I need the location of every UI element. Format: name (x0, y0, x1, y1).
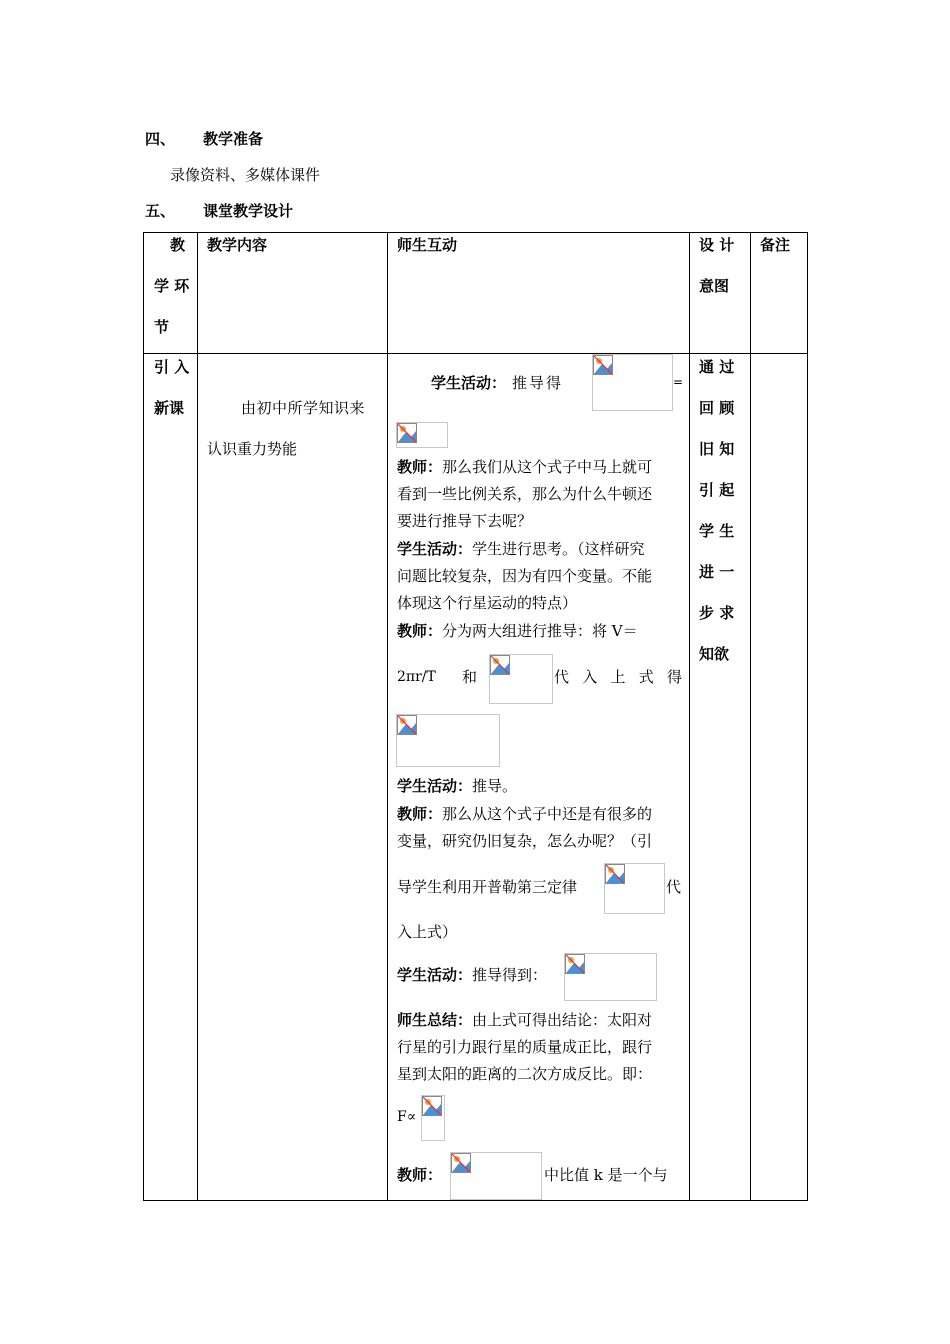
interaction-label: 教师： (397, 458, 443, 476)
interaction-text: 分为两大组进行推导：将 V＝ (442, 622, 638, 640)
intent-line: 回 顾 (699, 399, 735, 417)
interaction-line: 问题比较复杂，因为有四个变量。不能 (397, 567, 653, 585)
row-intent (690, 354, 751, 1201)
header-intent (690, 233, 751, 354)
section-number: 四、 (145, 130, 176, 148)
header-remarks-label: 备注 (760, 236, 791, 254)
interaction-text: 中比值 k 是一个与 (544, 1166, 668, 1184)
row-interaction (388, 354, 690, 1201)
interaction-line (397, 1168, 442, 1183)
formula-image (421, 1095, 445, 1141)
interaction-line: 看到一些比例关系，那么为什么牛顿还 (397, 485, 653, 503)
interaction-text: 导学生利用开普勒第三定律 (397, 878, 578, 896)
intent-line: 知欲 (699, 645, 730, 663)
interaction-line: 体现这个行星运动的特点） (397, 594, 578, 612)
interaction-line: 变量，研究仍旧复杂，怎么办呢？（引 (397, 832, 653, 850)
formula-image (450, 1152, 542, 1200)
interaction-text: 和 (462, 668, 478, 686)
justified-char: 入 (582, 668, 598, 686)
row-stage-line: 引 入 (154, 358, 190, 376)
interaction-text-justified (554, 670, 682, 685)
justified-char: 得 (666, 668, 682, 686)
interaction-text: 学生进行思考。（这样研究 (472, 540, 645, 558)
header-intent-line: 意图 (699, 277, 730, 295)
broken-image-icon (422, 1096, 442, 1116)
section-title: 课堂教学设计 (203, 202, 294, 220)
table-header-row (144, 233, 808, 354)
interaction-text: 推导得 (512, 374, 564, 392)
interaction-text: 推导得到： (472, 966, 548, 984)
interaction-line (397, 542, 645, 557)
interaction-text: 推导。 (472, 777, 518, 795)
interaction-line (397, 624, 638, 639)
intent-line: 通 过 (699, 358, 735, 376)
broken-image-icon (451, 1153, 471, 1173)
row-remarks (751, 354, 808, 1201)
intent-line: 旧 知 (699, 440, 735, 458)
interaction-text: 那么从这个式子中还是有很多的 (442, 805, 653, 823)
header-stage-line: 教 (170, 236, 186, 254)
broken-image-icon (565, 954, 585, 974)
row-stage-line: 新课 (154, 399, 185, 417)
header-remarks (751, 233, 808, 354)
header-interaction-label: 师生互动 (397, 236, 458, 254)
interaction-line: 要进行推导下去呢？ (397, 512, 533, 530)
section-number: 五、 (145, 202, 176, 220)
lesson-design-table (143, 232, 808, 1201)
interaction-line (397, 968, 547, 983)
formula-image (604, 863, 665, 914)
interaction-line (397, 807, 652, 822)
header-content (198, 233, 388, 354)
justified-char: 上 (610, 668, 626, 686)
interaction-line: 入上式） (397, 923, 458, 941)
broken-image-icon (593, 355, 613, 375)
interaction-label: 学生活动： (431, 374, 507, 392)
justified-char: 式 (638, 668, 654, 686)
table-row (144, 354, 808, 1201)
broken-image-icon (397, 715, 417, 735)
section-title: 教学准备 (203, 130, 264, 148)
formula-image (489, 654, 553, 704)
section-5-heading (145, 200, 293, 221)
broken-image-icon (397, 423, 417, 443)
interaction-text: 由上式可得出结论：太阳对 (472, 1011, 653, 1029)
interaction-label: 学生活动： (397, 966, 473, 984)
row-content (198, 354, 388, 1201)
header-content-label: 教学内容 (207, 236, 268, 254)
interaction-text: 2πr/T (397, 669, 436, 685)
interaction-line (397, 460, 652, 475)
intent-line: 步 求 (699, 604, 735, 622)
interaction-label: 教师： (397, 622, 443, 640)
interaction-line (397, 1013, 652, 1028)
formula-image (396, 422, 448, 448)
formula-image (396, 714, 500, 767)
interaction-line: 行星的引力跟行星的质量成正比，跟行 (397, 1038, 653, 1056)
interaction-label: 师生总结： (397, 1011, 473, 1029)
broken-image-icon (605, 864, 625, 884)
intent-line: 学 生 (699, 522, 735, 540)
formula-image (592, 354, 673, 411)
interaction-text: 那么我们从这个式子中马上就可 (442, 458, 653, 476)
section-4-text: 录像资料、多媒体课件 (170, 166, 321, 184)
equals-sign: = (673, 375, 684, 389)
interaction-label: 教师： (397, 805, 443, 823)
header-stage (144, 233, 198, 354)
interaction-line (397, 779, 517, 794)
row-content-line: 由初中所学知识来 (241, 399, 366, 417)
header-stage-line: 学 环 (154, 277, 190, 295)
header-interaction (388, 233, 690, 354)
intent-line: 引 起 (699, 481, 735, 499)
interaction-text: 代 (666, 878, 682, 896)
broken-image-icon (490, 655, 510, 675)
formula-image (564, 953, 657, 1001)
interaction-label: 学生活动： (397, 777, 473, 795)
header-stage-line: 节 (154, 318, 170, 336)
justified-char: 代 (554, 668, 570, 686)
interaction-label: 教师： (397, 1166, 443, 1184)
section-4-heading (145, 128, 263, 149)
intent-line: 进 一 (699, 563, 735, 581)
interaction-line (431, 376, 563, 391)
interaction-label: 学生活动： (397, 540, 473, 558)
header-intent-line: 设 计 (699, 236, 735, 254)
row-stage (144, 354, 198, 1201)
interaction-text: F∝ (397, 1109, 417, 1125)
interaction-line: 星到太阳的距离的二次方成反比。即： (397, 1065, 653, 1083)
row-content-line: 认识重力势能 (207, 440, 298, 458)
